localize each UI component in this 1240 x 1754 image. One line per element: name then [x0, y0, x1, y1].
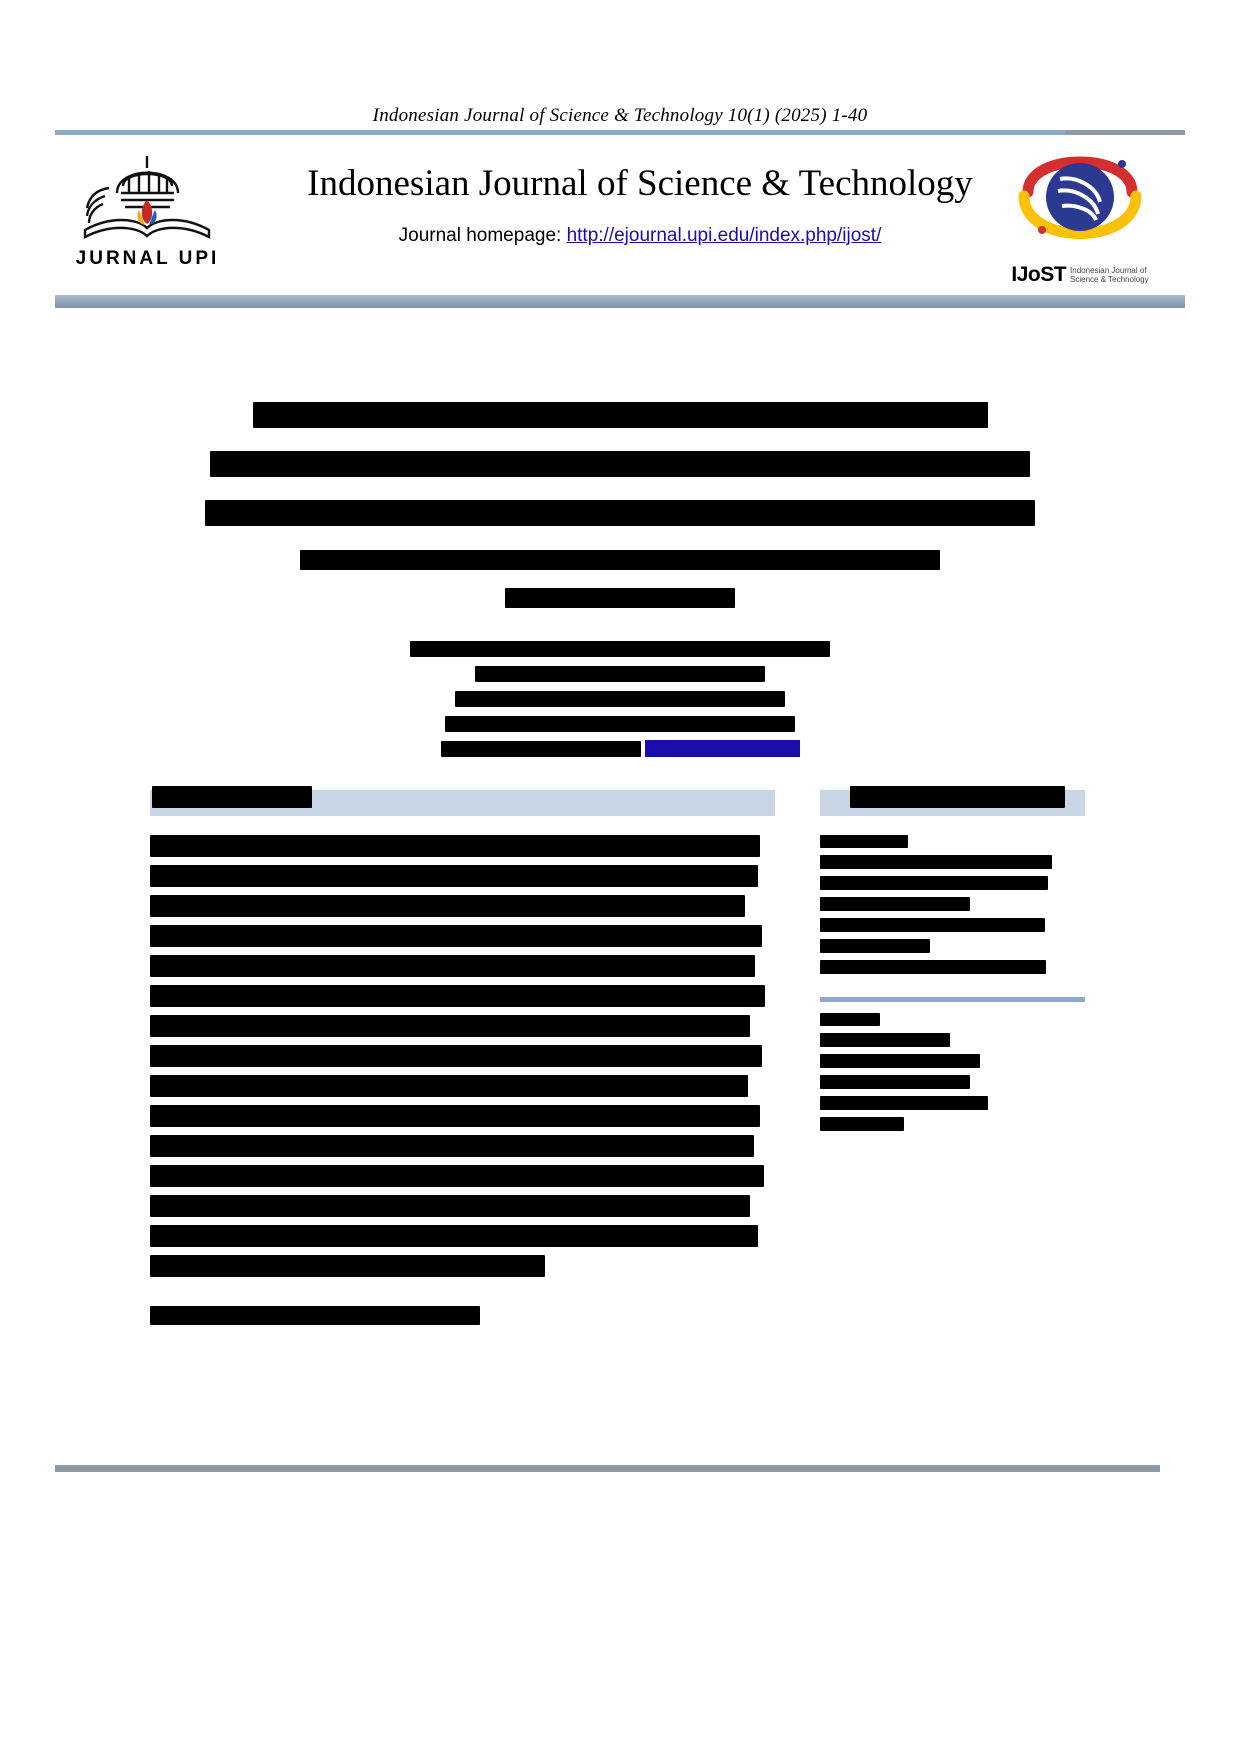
ijost-logo	[1000, 134, 1160, 289]
affiliation-line-4	[150, 715, 1090, 740]
redaction-bar	[150, 1225, 758, 1247]
redaction-bar	[820, 960, 1046, 974]
redaction-bar	[445, 716, 795, 732]
redaction-bar	[820, 1054, 980, 1068]
journal-homepage-label: Journal homepage:	[398, 225, 562, 246]
affiliation-line-2	[150, 665, 1090, 690]
journal-title: Indonesian Journal of Science & Technology	[307, 163, 973, 204]
abstract-keywords-line	[150, 1306, 775, 1330]
abstract-heading	[152, 786, 312, 808]
redaction-bar	[505, 588, 735, 608]
redaction-bar	[150, 1255, 545, 1277]
page-footer-rule	[55, 1465, 1160, 1472]
redaction-bar	[150, 1135, 754, 1157]
redaction-bar	[820, 939, 930, 953]
correspondence-line	[150, 740, 1090, 765]
article-title-line-2	[150, 444, 1090, 493]
affiliation-line-1	[150, 640, 1090, 665]
article-info-keywords	[820, 1012, 1085, 1138]
article-authors-line-1	[150, 548, 1090, 580]
redaction-bar	[150, 1165, 764, 1187]
running-head: Indonesian Journal of Science & Technology 10(1) (2025) 1-40	[372, 105, 868, 126]
redaction-bar	[150, 895, 745, 917]
article-title-line-3	[150, 493, 1090, 542]
ijost-logo-wordmark: IJoST	[1011, 263, 1067, 286]
article-info-heading	[850, 786, 1065, 808]
journal-homepage-line	[245, 225, 1035, 247]
abstract-column	[150, 790, 775, 1330]
upi-logo-text: JURNAL UPI	[75, 248, 220, 269]
redaction-bar	[150, 1195, 750, 1217]
redaction-bar	[253, 402, 988, 428]
redaction-bar	[820, 835, 908, 848]
article-authors-line-2	[150, 586, 1090, 618]
redaction-bar	[820, 1096, 988, 1110]
article-info-divider	[820, 997, 1085, 1002]
redaction-bar	[150, 865, 758, 887]
redaction-bar	[150, 1015, 750, 1037]
article-info-heading-bar	[820, 790, 1085, 816]
redaction-bar	[820, 1075, 970, 1089]
ijost-logo-text	[1000, 263, 1160, 287]
journal-masthead	[55, 130, 1185, 320]
masthead-bottom-rule	[55, 295, 1185, 308]
redaction-bar	[150, 955, 755, 977]
ijost-logo-subtitle-line1: Indonesian Journal of	[1070, 266, 1147, 275]
ijost-logo-subtitle	[1070, 266, 1149, 287]
redaction-bar	[150, 835, 760, 857]
correspondence-email-link[interactable]	[645, 740, 800, 757]
redaction-bar	[820, 918, 1045, 932]
redaction-bar	[150, 1105, 760, 1127]
upi-logo	[65, 138, 230, 288]
article-title-line-1	[150, 395, 1090, 444]
redaction-bar	[150, 1075, 748, 1097]
redaction-bar	[455, 691, 785, 707]
abstract-body	[150, 834, 775, 1284]
masthead-top-rule	[55, 130, 1065, 135]
redaction-bar	[820, 855, 1052, 869]
redaction-bar	[150, 1306, 480, 1325]
redaction-bar	[820, 1117, 904, 1131]
article-title-block	[150, 395, 1090, 618]
redaction-bar	[820, 897, 970, 911]
redaction-bar	[210, 451, 1030, 477]
redaction-bar	[150, 985, 765, 1007]
redaction-bar	[150, 1045, 762, 1067]
redaction-bar	[300, 550, 940, 570]
redaction-bar	[441, 741, 641, 757]
ijost-logo-subtitle-line2: Science & Technology	[1070, 275, 1149, 284]
redaction-bar	[205, 500, 1035, 526]
redaction-bar	[410, 641, 830, 657]
article-info-history	[820, 834, 1085, 981]
redaction-bar	[475, 666, 765, 682]
redaction-bar	[820, 876, 1048, 890]
journal-homepage-link[interactable]: http://ejournal.upi.edu/index.php/ijost/	[566, 225, 882, 246]
redaction-bar	[820, 1033, 950, 1047]
redaction-bar	[150, 925, 762, 947]
abstract-heading-bar	[150, 790, 775, 816]
article-affiliation-block	[150, 640, 1090, 765]
redaction-bar	[820, 1013, 880, 1026]
affiliation-line-3	[150, 690, 1090, 715]
article-info-column	[820, 790, 1085, 1138]
